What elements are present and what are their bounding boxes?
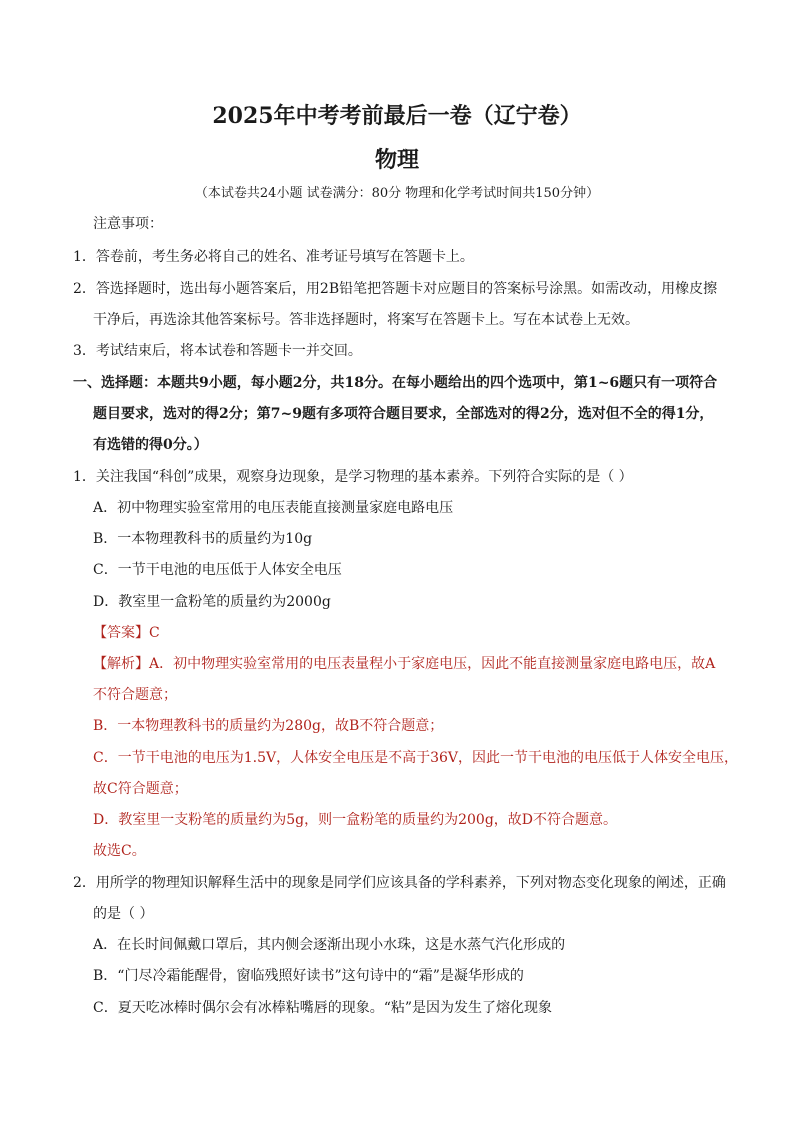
- note-item-2-line-1: 2．答选择题时，选出每小题答案后，用2B铅笔把答题卡对应题目的答案标号涂黑。如需改动，用橡皮擦: [73, 281, 718, 297]
- notes-heading: 注意事项：: [93, 216, 163, 232]
- question-1-option-a: A．初中物理实验室常用的电压表能直接测量家庭电路电压: [93, 500, 454, 516]
- question-1-analysis-a-line-1: 【解析】A．初中物理实验室常用的电压表量程小于家庭电压，因此不能直接测量家庭电路电压，故A: [93, 656, 716, 672]
- question-1-option-b: B．一本物理教科书的质量约为10g: [93, 531, 313, 547]
- exam-info: （本试卷共24小题 试卷满分：80分 物理和化学考试时间共150分钟）: [194, 186, 600, 201]
- question-2-option-a: A．在长时间佩戴口罩后，其内侧会逐渐出现小水珠，这是水蒸气汽化形成的: [93, 937, 566, 953]
- note-item-1: 1．答卷前，考生务必将自己的姓名、准考证号填写在答题卡上。: [73, 249, 474, 265]
- section-heading-line-2: 题目要求，选对的得2分；第7~9题有多项符合题目要求，全部选对的得2分，选对但不全的得1分，: [93, 406, 714, 422]
- question-1-analysis-c-line-1: C．一节干电池的电压为1.5V，人体安全电压是不高于36V，因此一节干电池的电压低于人体安全电压，: [93, 750, 739, 766]
- question-2-option-c: C．夏天吃冰棒时偶尔会有冰棒粘嘴唇的现象。“粘”是因为发生了熔化现象: [93, 1000, 553, 1016]
- section-heading-line-3: 有选错的得0分。）: [93, 437, 208, 453]
- question-1-option-d: D．教室里一盒粉笔的质量约为2000g: [93, 594, 331, 610]
- question-1-conclusion: 故选C。: [93, 843, 146, 859]
- subject-title: 物理: [374, 147, 419, 173]
- question-1-analysis-c-line-2: 故C符合题意；: [93, 781, 188, 797]
- question-2-option-b: B．“门尽冷霜能醒骨，窗临残照好读书”这句诗中的“霜”是凝华形成的: [93, 968, 524, 984]
- question-1-analysis-a-line-2: 不符合题意；: [93, 687, 177, 703]
- page-title: 2025年中考考前最后一卷（辽宁卷）: [212, 103, 582, 129]
- question-1-analysis-d: D．教室里一支粉笔的质量约为5g，则一盒粉笔的质量约为200g，故D不符合题意。: [93, 812, 617, 828]
- question-1-option-c: C．一节干电池的电压低于人体安全电压: [93, 562, 342, 578]
- question-1-stem: 1．关注我国“科创”成果，观察身边现象，是学习物理的基本素养。下列符合实际的是（ ）: [73, 469, 633, 485]
- question-2-stem-line-1: 2．用所学的物理知识解释生活中的现象是同学们应该具备的学科素养，下列对物态变化现象的阐述，正确: [73, 875, 726, 891]
- section-heading-line-1: 一、选择题：本题共9小题，每小题2分，共18分。在每小题给出的四个选项中，第1~6题只有一项符合: [73, 375, 718, 391]
- question-2-stem-line-2: 的是（ ）: [93, 906, 154, 922]
- question-1-answer: 【答案】C: [93, 625, 160, 641]
- note-item-3: 3．考试结束后，将本试卷和答题卡一并交回。: [73, 343, 362, 359]
- question-1-analysis-b: B．一本物理教科书的质量约为280g，故B不符合题意；: [93, 718, 444, 734]
- note-item-2-line-2: 干净后，再选涂其他答案标号。答非选择题时，将案写在答题卡上。写在本试卷上无效。: [93, 312, 639, 328]
